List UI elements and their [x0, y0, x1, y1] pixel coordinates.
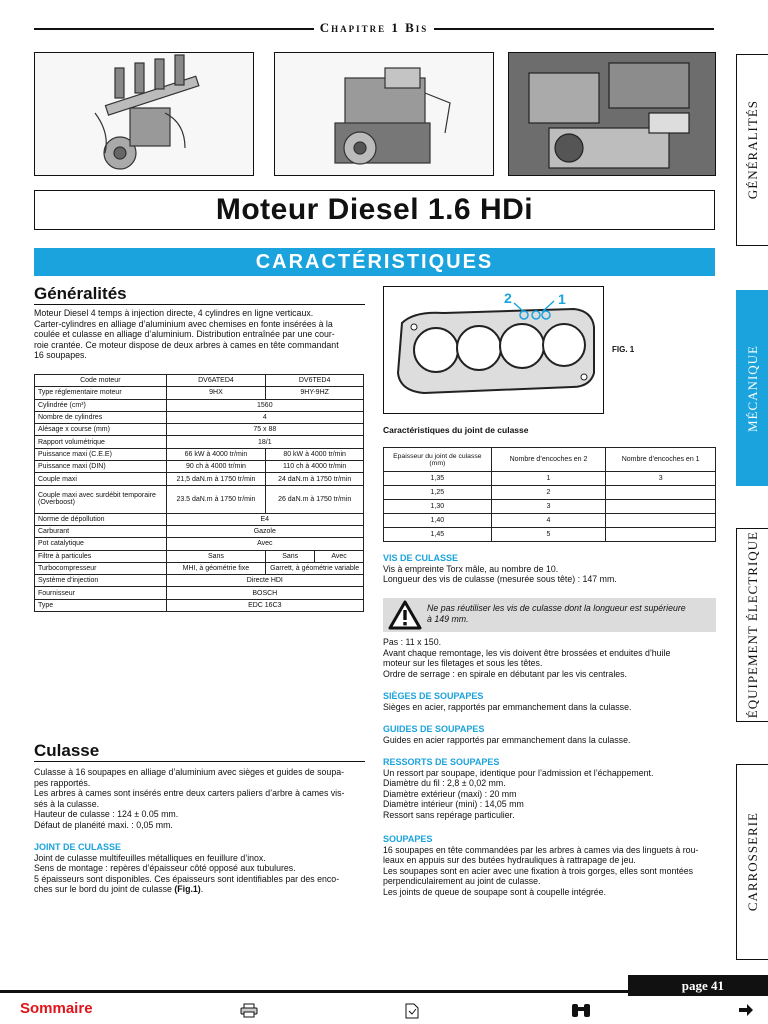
tab-equipement-electrique[interactable]: ÉQUIPEMENT ÉLECTRIQUE	[736, 528, 768, 722]
tab-generalites[interactable]: GÉNÉRALITÉS	[736, 54, 768, 246]
guides-text: GUIDES DE SOUPAPES Guides en acier rapportés par emmanchement dans la culasse.	[383, 724, 723, 745]
table-row: 1,40 4	[384, 514, 716, 528]
figure-label: FIG. 1	[612, 345, 635, 354]
vis-heading: VIS DE CULASSE	[383, 553, 459, 563]
table-header-row: Epaisseur du joint de culasse (mm) Nombre d’encoches en 2 Nombre d’encoches en 1	[384, 448, 716, 472]
soupapes-heading: SOUPAPES	[383, 834, 433, 844]
fig-reference: (Fig.1)	[174, 884, 201, 895]
sieges-heading: SIÈGES DE SOUPAPES	[383, 691, 484, 701]
soupapes-text: SOUPAPES 16 soupapes en tête commandées par les arbres à cames via des linguets à rou- leaux en appuis sur des butées hydrauliques à rattrapage de jeu. Les soupapes sont en acier avec une fixation à trois gorges, elles sont montées perpendiculairement au joint de culasse. Les joints de queue de soupape sont à coupelle intégrée.	[383, 834, 723, 898]
table-row: Rapport volumétrique 18/1	[35, 436, 364, 448]
tab-carrosserie[interactable]: CARROSSERIE	[736, 764, 768, 960]
marker-1: 1	[558, 291, 566, 307]
table-header-row: Code moteur DV6ATED4 DV6TED4	[35, 375, 364, 387]
table-row: 1,35 1 3	[384, 472, 716, 486]
culasse-rule	[34, 761, 365, 762]
generalites-text: Moteur Diesel 4 temps à injection directe, 4 cylindres en ligne verticaux. Carter-cylindres en alliage d’aluminium avec chemises en fonte insérées à la coulée et culasse en alliage d’aluminium. Distribution entraînée par une cour- roie crantée. Ce moteur dispose de deux arbres à cames en tête commandant 16 soupapes.	[34, 308, 339, 361]
table-row: Fournisseur BOSCH	[35, 587, 364, 599]
page-number: page 41	[628, 975, 768, 996]
table-row: Type réglementaire moteur 9HX 9HY-9HZ	[35, 387, 364, 399]
table-row: Norme de dépollution E4	[35, 513, 364, 525]
table-row: Type EDC 16C3	[35, 599, 364, 611]
chapter-title: Chapitre 1 Bis	[314, 20, 435, 35]
generalites-rule	[34, 304, 365, 305]
culasse-text: Culasse à 16 soupapes en alliage d’aluminium avec sièges et guides de soupa- pes rapportés. Les arbres à cames sont insérés entre deux carters paliers d’arbre à cames vis- sés à la culasse. Hauteur de culasse : 124 ± 0.05 mm. Défaut de planéité maxi. : 0,05 mm.	[34, 767, 345, 830]
engine-bay-photo	[508, 52, 716, 176]
table-row: Cylindrée (cm³) 1560	[35, 399, 364, 411]
table-row: 1,30 3	[384, 500, 716, 514]
ressorts-text: RESSORTS DE SOUPAPES Un ressort par soupape, identique pour l’admission et l’échappement. Diamètre du fil : 2,8 ± 0,02 mm. Diamètre extérieur (maxi) : 20 mm Diamètre intérieur (mini) : 14,05 mm Ressort sans repérage particulier.	[383, 757, 723, 821]
table-row: Puissance maxi (C.E.E) 66 kW à 4000 tr/min 80 kW à 4000 tr/min	[35, 448, 364, 460]
joint-heading: JOINT DE CULASSE	[34, 842, 122, 852]
serrage-text: Pas : 11 x 150. Avant chaque remontage, les vis doivent être brossées et enduites d’huile moteur sur les filetages et sous les têtes. Ordre de serrage : en spirale en débutant par les vis centrales.	[383, 637, 671, 679]
table-row: Couple maxi 21,5 daN.m à 1750 tr/min 24 daN.m à 1750 tr/min	[35, 473, 364, 485]
warning-line-2: à 149 mm.	[427, 613, 469, 624]
gasket-figure	[383, 286, 604, 414]
page-title: Moteur Diesel 1.6 HDi	[215, 193, 534, 226]
sommaire-link[interactable]: Sommaire	[20, 1000, 93, 1017]
table-row: Couple maxi avec surdébit temporaire (Overboost) 23.5 daN.m à 1750 tr/min 26 daN.m à 1750 tr/min	[35, 485, 364, 513]
table-row: Alésage x course (mm) 75 x 88	[35, 424, 364, 436]
engine-block-photo	[274, 52, 494, 176]
table-row: Nombre de cylindres 4	[35, 411, 364, 423]
table-row: Pot catalytique Avec	[35, 538, 364, 550]
table-row: 1,45 5	[384, 528, 716, 542]
joint-text: JOINT DE CULASSE Joint de culasse multifeuilles métalliques en feuillure d’inox. Sens de montage : repères d’épaisseur côté opposé aux tubulures. 5 épaisseurs sont disponibles. Ces épaisseurs sont identifiables par des enco- ches sur le bord du joint de culasse (Fig.1).	[34, 842, 369, 895]
tab-mecanique[interactable]: MÉCANIQUE	[736, 290, 768, 486]
warning-box	[383, 598, 716, 632]
guides-heading: GUIDES DE SOUPAPES	[383, 724, 485, 734]
table-row: Système d’injection Directe HDI	[35, 575, 364, 587]
arrow-right-icon[interactable]	[738, 1003, 754, 1021]
section-banner: CARACTÉRISTIQUES	[34, 248, 715, 276]
vis-text: VIS DE CULASSE Vis à empreinte Torx mâle, au nombre de 10. Longueur des vis de culasse (mesurée sous tête) : 147 mm.	[383, 553, 723, 585]
joint-table-caption: Caractéristiques du joint de culasse	[383, 425, 529, 435]
printer-icon[interactable]	[240, 1003, 258, 1022]
injection-rail-photo	[34, 52, 254, 176]
table-row: Filtre à particules Sans Sans Avec	[35, 550, 364, 562]
generalites-heading: Généralités	[34, 284, 127, 303]
title-box	[34, 190, 715, 230]
document-icon[interactable]	[405, 1003, 419, 1023]
spec-table	[34, 374, 364, 612]
table-row: Turbocompresseur MHI, à géométrie fixe Garrett, à géométrie variable	[35, 562, 364, 574]
culasse-heading: Culasse	[34, 741, 100, 760]
table-row: Puissance maxi (DIN) 90 ch à 4000 tr/min 110 ch à 4000 tr/min	[35, 461, 364, 473]
binoculars-icon[interactable]	[570, 1002, 592, 1022]
chapter-header	[34, 20, 714, 36]
sieges-text: SIÈGES DE SOUPAPES Sièges en acier, rapportés par emmanchement dans la culasse.	[383, 691, 723, 712]
joint-table	[383, 447, 716, 542]
table-row: 1,25 2	[384, 486, 716, 500]
table-row: Carburant Gazole	[35, 525, 364, 537]
warning-line-1: Ne pas réutiliser les vis de culasse dont la longueur est supérieure	[427, 603, 686, 613]
marker-2: 2	[504, 290, 512, 306]
ressorts-heading: RESSORTS DE SOUPAPES	[383, 757, 500, 767]
warning-icon	[388, 600, 422, 630]
